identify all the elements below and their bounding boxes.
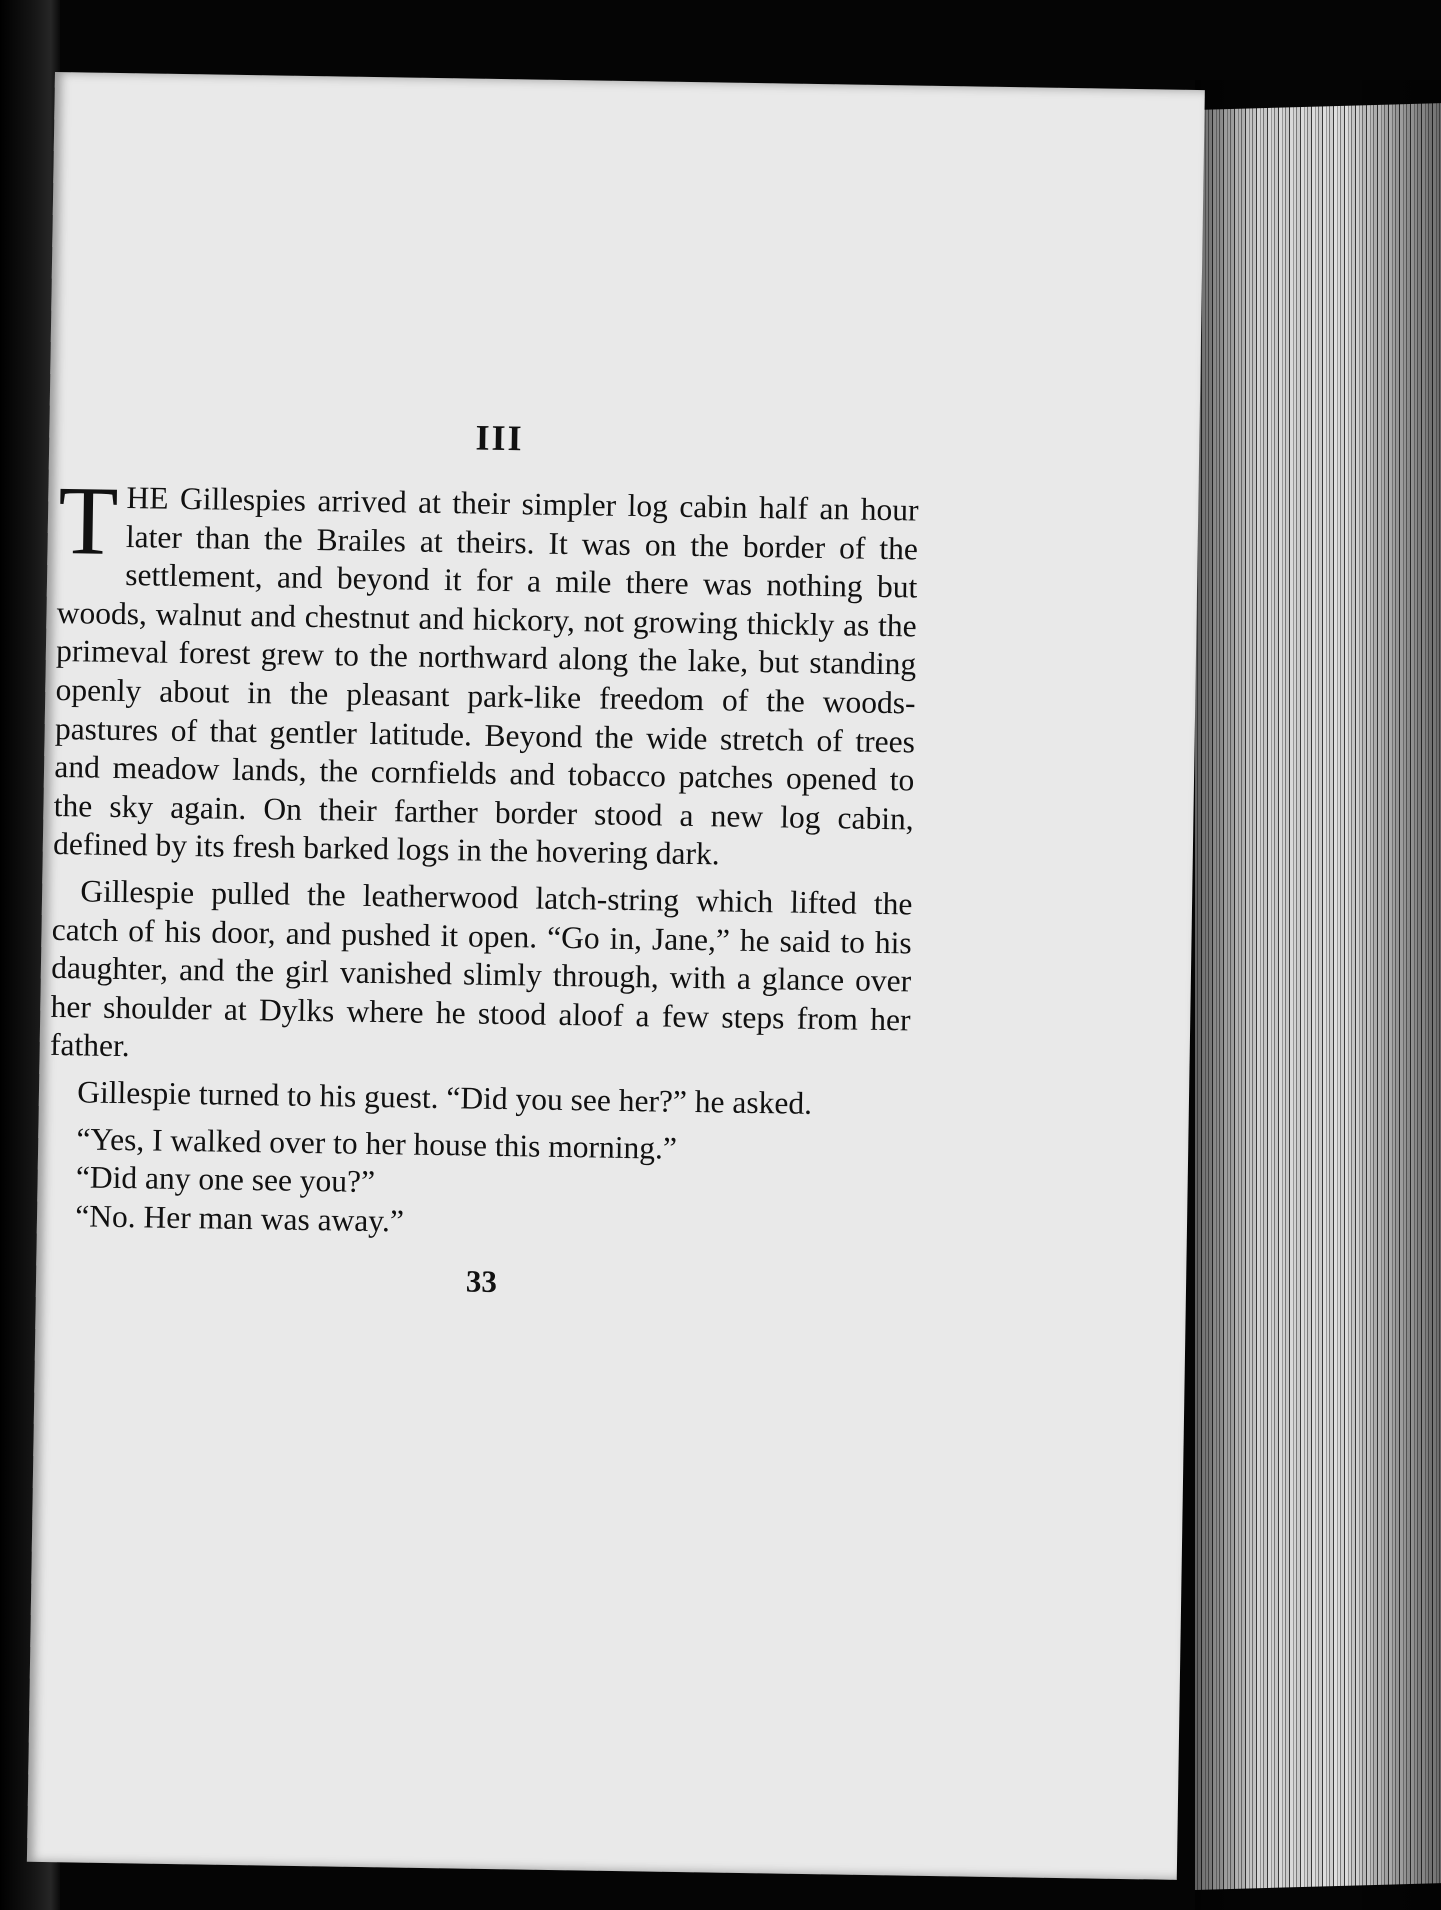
drop-cap: T [57,466,119,576]
paragraph-5: “Did any one see you?” [75,1159,376,1200]
paragraph-4: “Yes, I walked over to her house this morning.” [76,1120,678,1166]
paragraph-1 [52,466,919,877]
paragraph-3: Gillespie turned to his guest. “Did you see her?” he asked. [77,1074,813,1121]
page-number: 33 [465,1263,498,1300]
paragraph-1-text: HE Gillespies arrived at their simpler log cabin half an hour later than the Brailes at theirs. It was on the border of the settlement, and beyond it for a mile there was nothing but woods, walnut and chestnut and hickory, not growing thickly as the primeval forest grew to the northward along the lake, but standing openly about in the pleasant park-like freedom of the woods-pastures of that gentler latitude. Beyond the wide stretch of trees and meadow lands, the cornfields and tobacco patches opened to the sky again. On their farther border stood a new log cabin, defined by its fresh barked logs in the hovering dark. [52,480,919,872]
paragraph-2: Gillespie pulled the leatherwood latch-string which lifted the catch of his door, and pushed it open. “Go in, Jane,” he said to his daughter, and the girl vanished slimly through, with a glance over her shoulder at Dylks where he stood aloof a few steps from her father. [49,873,913,1064]
page-stack-edges [1195,103,1441,1890]
paragraph-6: “No. Her man was away.” [75,1198,405,1239]
chapter-heading: III [475,417,524,459]
page-text [46,410,920,1307]
